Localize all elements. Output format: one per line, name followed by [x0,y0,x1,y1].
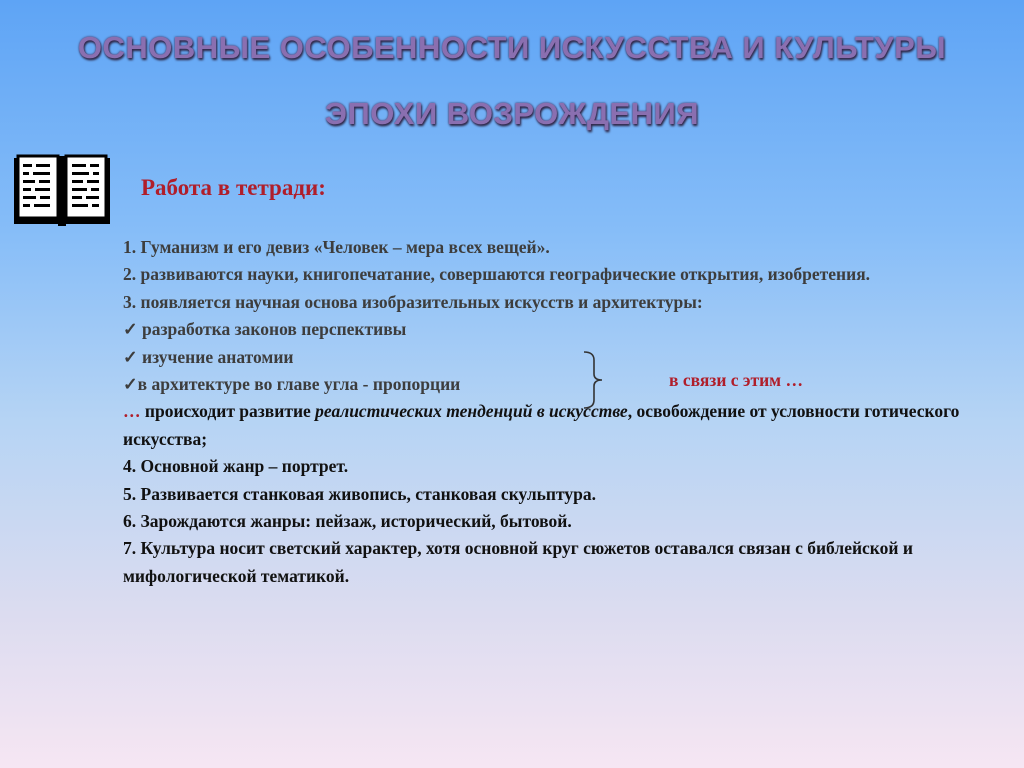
check-item-label: в архитектуре во главе угла - пропорции [137,374,461,395]
open-book-icon [12,152,112,228]
dev-prefix: происходит развитие [140,401,316,422]
slide-title-line1: ОСНОВНЫЕ ОСОБЕННОСТИ ИСКУССТВА И КУЛЬТУРЫ [77,30,947,65]
check-item-label: изучение анатомии [137,346,294,367]
item-7: 7. Культура носит светский характер, хотя основной круг сюжетов оставался связан с библейской и мифологической тематикой. [123,538,913,586]
right-brace-icon [582,350,604,410]
check-icon: ✓ [123,319,138,340]
slide-title-line2: ЭПОХИ ВОЗРОЖДЕНИЯ [324,96,700,131]
check-item-perspective [123,316,993,343]
work-heading: Работа в тетради: [141,175,326,200]
item-1: 1. Гуманизм и его девиз «Человек – мера всех вещей». [123,237,550,257]
item-4: 4. Основной жанр – портрет. [123,456,349,477]
check-item-anatomy [123,344,993,371]
check-item-label: разработка законов перспективы [137,319,407,340]
item-6: 6. Зарождаются жанры: пейзаж, исторический, бытовой. [123,511,572,532]
dev-suffix: , освобождение от условности готического искусства; [123,401,960,449]
item-5: 5. Развивается станковая живопись, станковая скульптура. [123,483,596,504]
association-note: в связи с этим … [669,370,803,390]
development-paragraph [123,398,993,453]
content-list [123,234,993,590]
ellipsis-mark: … [123,401,141,422]
check-icon: ✓ [123,346,138,367]
check-icon: ✓ [123,374,138,395]
check-item-architecture [123,371,993,398]
item-3: 3. появляется научная основа изобразительных искусств и архитектуры: [123,291,703,312]
dev-italic: реалистических тенденций в искусстве [315,401,628,422]
item-2: 2. развиваются науки, книгопечатание, совершаются географические открытия, изобретения. [123,264,871,285]
